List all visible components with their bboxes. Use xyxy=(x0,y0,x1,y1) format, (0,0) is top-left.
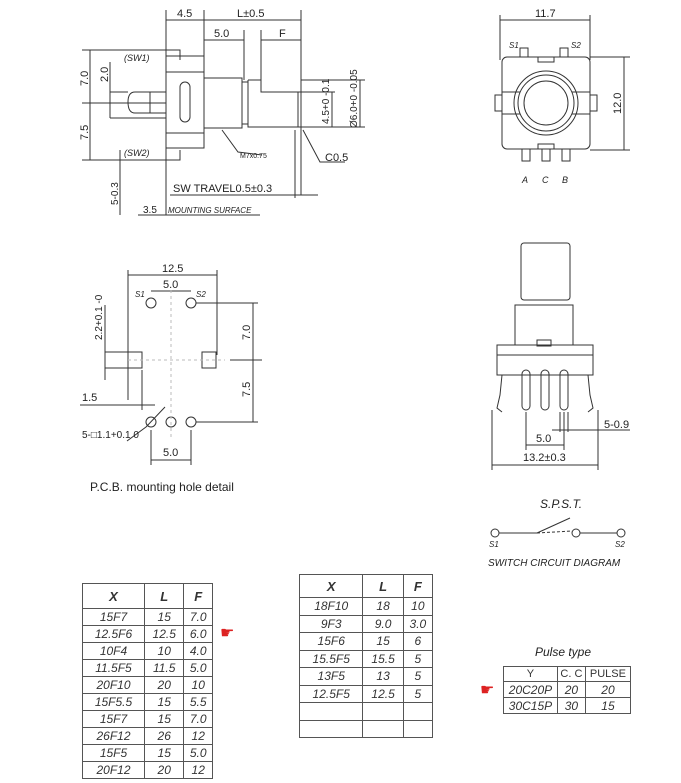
cell: 20F10 xyxy=(83,677,145,694)
cell: 11.5F5 xyxy=(83,660,145,677)
cell: 7.0 xyxy=(184,609,213,626)
cell: 5 xyxy=(403,650,432,668)
cell: 12 xyxy=(184,762,213,779)
cell: 12.5 xyxy=(145,626,184,643)
cell: 10 xyxy=(403,598,432,616)
sw2-label: (SW2) xyxy=(124,148,150,158)
cell: 20 xyxy=(145,762,184,779)
pin-width-label: 5-0.9 xyxy=(604,419,630,431)
cell: 15F6 xyxy=(300,633,363,651)
cell: 30C15P xyxy=(504,698,558,714)
cell: 20 xyxy=(585,682,630,698)
cell: 18F10 xyxy=(300,598,363,616)
dim-width: 11.7 xyxy=(535,8,556,20)
total-width-label: 13.2±0.3 xyxy=(523,452,566,464)
table-row xyxy=(83,694,213,711)
cell: 10 xyxy=(145,643,184,660)
pcb-caption: P.C.B. mounting hole detail xyxy=(90,480,234,494)
pin-pitch-label: 5.0 xyxy=(536,433,552,445)
shaft-table-1 xyxy=(82,583,213,779)
side-view-pins xyxy=(492,243,630,470)
cell: 26 xyxy=(145,728,184,745)
table-row xyxy=(83,660,213,677)
mounting-surface-label: MOUNTING SURFACE xyxy=(168,206,252,215)
cell: 15 xyxy=(145,694,184,711)
s1-label: S1 xyxy=(509,41,519,50)
cell xyxy=(363,703,403,721)
col-x: X xyxy=(83,584,145,609)
pin-a-label: A xyxy=(522,175,529,185)
circuit-caption: SWITCH CIRCUIT DIAGRAM xyxy=(488,558,621,569)
cell: 5 xyxy=(403,685,432,703)
cell: 15 xyxy=(145,609,184,626)
pcb-dim-7-5: 7.5 xyxy=(241,381,253,397)
table-row xyxy=(300,633,433,651)
cell xyxy=(403,703,432,721)
cell: 15F7 xyxy=(83,711,145,728)
chamfer-label: C0.5 xyxy=(325,152,349,164)
pcb-dim-12-5: 12.5 xyxy=(162,263,184,275)
spst-title: S.P.S.T. xyxy=(540,497,583,511)
cell: 15F7 xyxy=(83,609,145,626)
pcb-dim-1-5: 1.5 xyxy=(82,392,98,404)
cell: 20C20P xyxy=(504,682,558,698)
col-f: F xyxy=(403,575,432,598)
dim-shaft-diameter: Ø6.0+0 -0.05 xyxy=(349,69,360,128)
cell: 9F3 xyxy=(300,615,363,633)
pointing-hand-icon: ☚ xyxy=(220,625,235,642)
dim-7-5: 7.5 xyxy=(79,124,91,140)
cell: 13 xyxy=(363,668,403,686)
table-row xyxy=(83,745,213,762)
sw1-label: (SW1) xyxy=(124,53,150,63)
pcb-hole-spec: 5-□1.1+0.1 0 xyxy=(82,430,139,441)
cell xyxy=(403,720,432,738)
dim-shaft-flat: 4.5+0 -0.1 xyxy=(321,78,332,124)
table-row xyxy=(83,609,213,626)
table-row xyxy=(83,677,213,694)
shaft-table-2 xyxy=(299,574,433,738)
cell: 6 xyxy=(403,633,432,651)
cell: 11.5 xyxy=(145,660,184,677)
table-row xyxy=(300,650,433,668)
dim-5-0: 5.0 xyxy=(214,28,230,40)
table-row xyxy=(300,598,433,616)
circuit-s2-label: S2 xyxy=(615,540,625,549)
table-row xyxy=(83,626,213,643)
table-row xyxy=(300,615,433,633)
dim-height: 12.0 xyxy=(612,92,624,114)
cell xyxy=(363,720,403,738)
cell: 6.0 xyxy=(184,626,213,643)
cell: 10 xyxy=(184,677,213,694)
col-l: L xyxy=(363,575,403,598)
cell: 15.5 xyxy=(363,650,403,668)
pcb-s2-label: S2 xyxy=(196,290,206,299)
dim-4-5: 4.5 xyxy=(177,8,193,20)
cell: 15 xyxy=(145,711,184,728)
pointing-hand-icon: ☛ xyxy=(480,682,495,699)
cell: 15F5.5 xyxy=(83,694,145,711)
cell: 5.0 xyxy=(184,660,213,677)
table-row xyxy=(504,682,631,698)
cell: 10F4 xyxy=(83,643,145,660)
cell: 15 xyxy=(145,745,184,762)
cell: 5.0 xyxy=(184,745,213,762)
table-row xyxy=(83,728,213,745)
dim-5-0-3: 5-0.3 xyxy=(110,182,121,205)
s2-label: S2 xyxy=(571,41,581,50)
col-cc: C. C xyxy=(557,667,585,682)
cell: 12 xyxy=(184,728,213,745)
pin-c-label: C xyxy=(542,175,549,185)
col-l: L xyxy=(145,584,184,609)
cell: 5.5 xyxy=(184,694,213,711)
cell: 3.0 xyxy=(403,615,432,633)
cell: 12.5 xyxy=(363,685,403,703)
sw-travel-label: SW TRAVEL0.5±0.3 xyxy=(173,183,273,195)
pulse-type-table xyxy=(503,666,631,714)
cell: 5 xyxy=(403,668,432,686)
cell: 20F12 xyxy=(83,762,145,779)
front-view xyxy=(495,15,630,161)
spst-circuit xyxy=(491,518,625,537)
pin-b-label: B xyxy=(562,175,569,185)
table-row xyxy=(300,685,433,703)
col-pulse: PULSE xyxy=(585,667,630,682)
table-row xyxy=(504,698,631,714)
pcb-dim-5-0-top: 5.0 xyxy=(163,279,179,291)
cell xyxy=(300,720,363,738)
circuit-s1-label: S1 xyxy=(489,540,499,549)
table-row xyxy=(83,711,213,728)
col-y: Y xyxy=(504,667,558,682)
cell: 30 xyxy=(557,698,585,714)
thread-label: M7x0.75 xyxy=(240,153,267,160)
table-row xyxy=(300,720,433,738)
dim-7-0: 7.0 xyxy=(79,70,91,86)
cell: 15.5F5 xyxy=(300,650,363,668)
pcb-dim-5-0-bottom: 5.0 xyxy=(163,447,179,459)
cell: 15F5 xyxy=(83,745,145,762)
pcb-dim-7-0: 7.0 xyxy=(241,324,253,340)
cell: 12.5F6 xyxy=(83,626,145,643)
table-row xyxy=(83,643,213,660)
cell: 12.5F5 xyxy=(300,685,363,703)
cell: 15 xyxy=(585,698,630,714)
dim-l: L±0.5 xyxy=(237,8,265,20)
pcb-dim-2-2: 2.2+0.1 -0 xyxy=(94,294,105,340)
dim-3-5: 3.5 xyxy=(143,205,157,216)
col-x: X xyxy=(300,575,363,598)
table-row xyxy=(300,703,433,721)
cell: 26F12 xyxy=(83,728,145,745)
table-row xyxy=(300,668,433,686)
dim-f: F xyxy=(279,28,286,40)
pulse-type-title: Pulse type xyxy=(535,645,592,659)
cell: 4.0 xyxy=(184,643,213,660)
cell: 9.0 xyxy=(363,615,403,633)
col-f: F xyxy=(184,584,213,609)
cell: 20 xyxy=(557,682,585,698)
cell: 20 xyxy=(145,677,184,694)
pcb-s1-label: S1 xyxy=(135,290,145,299)
cell: 13F5 xyxy=(300,668,363,686)
cell: 15 xyxy=(363,633,403,651)
table-row xyxy=(83,762,213,779)
cell: 18 xyxy=(363,598,403,616)
cell xyxy=(300,703,363,721)
cell: 7.0 xyxy=(184,711,213,728)
dim-2-0: 2.0 xyxy=(99,66,111,82)
